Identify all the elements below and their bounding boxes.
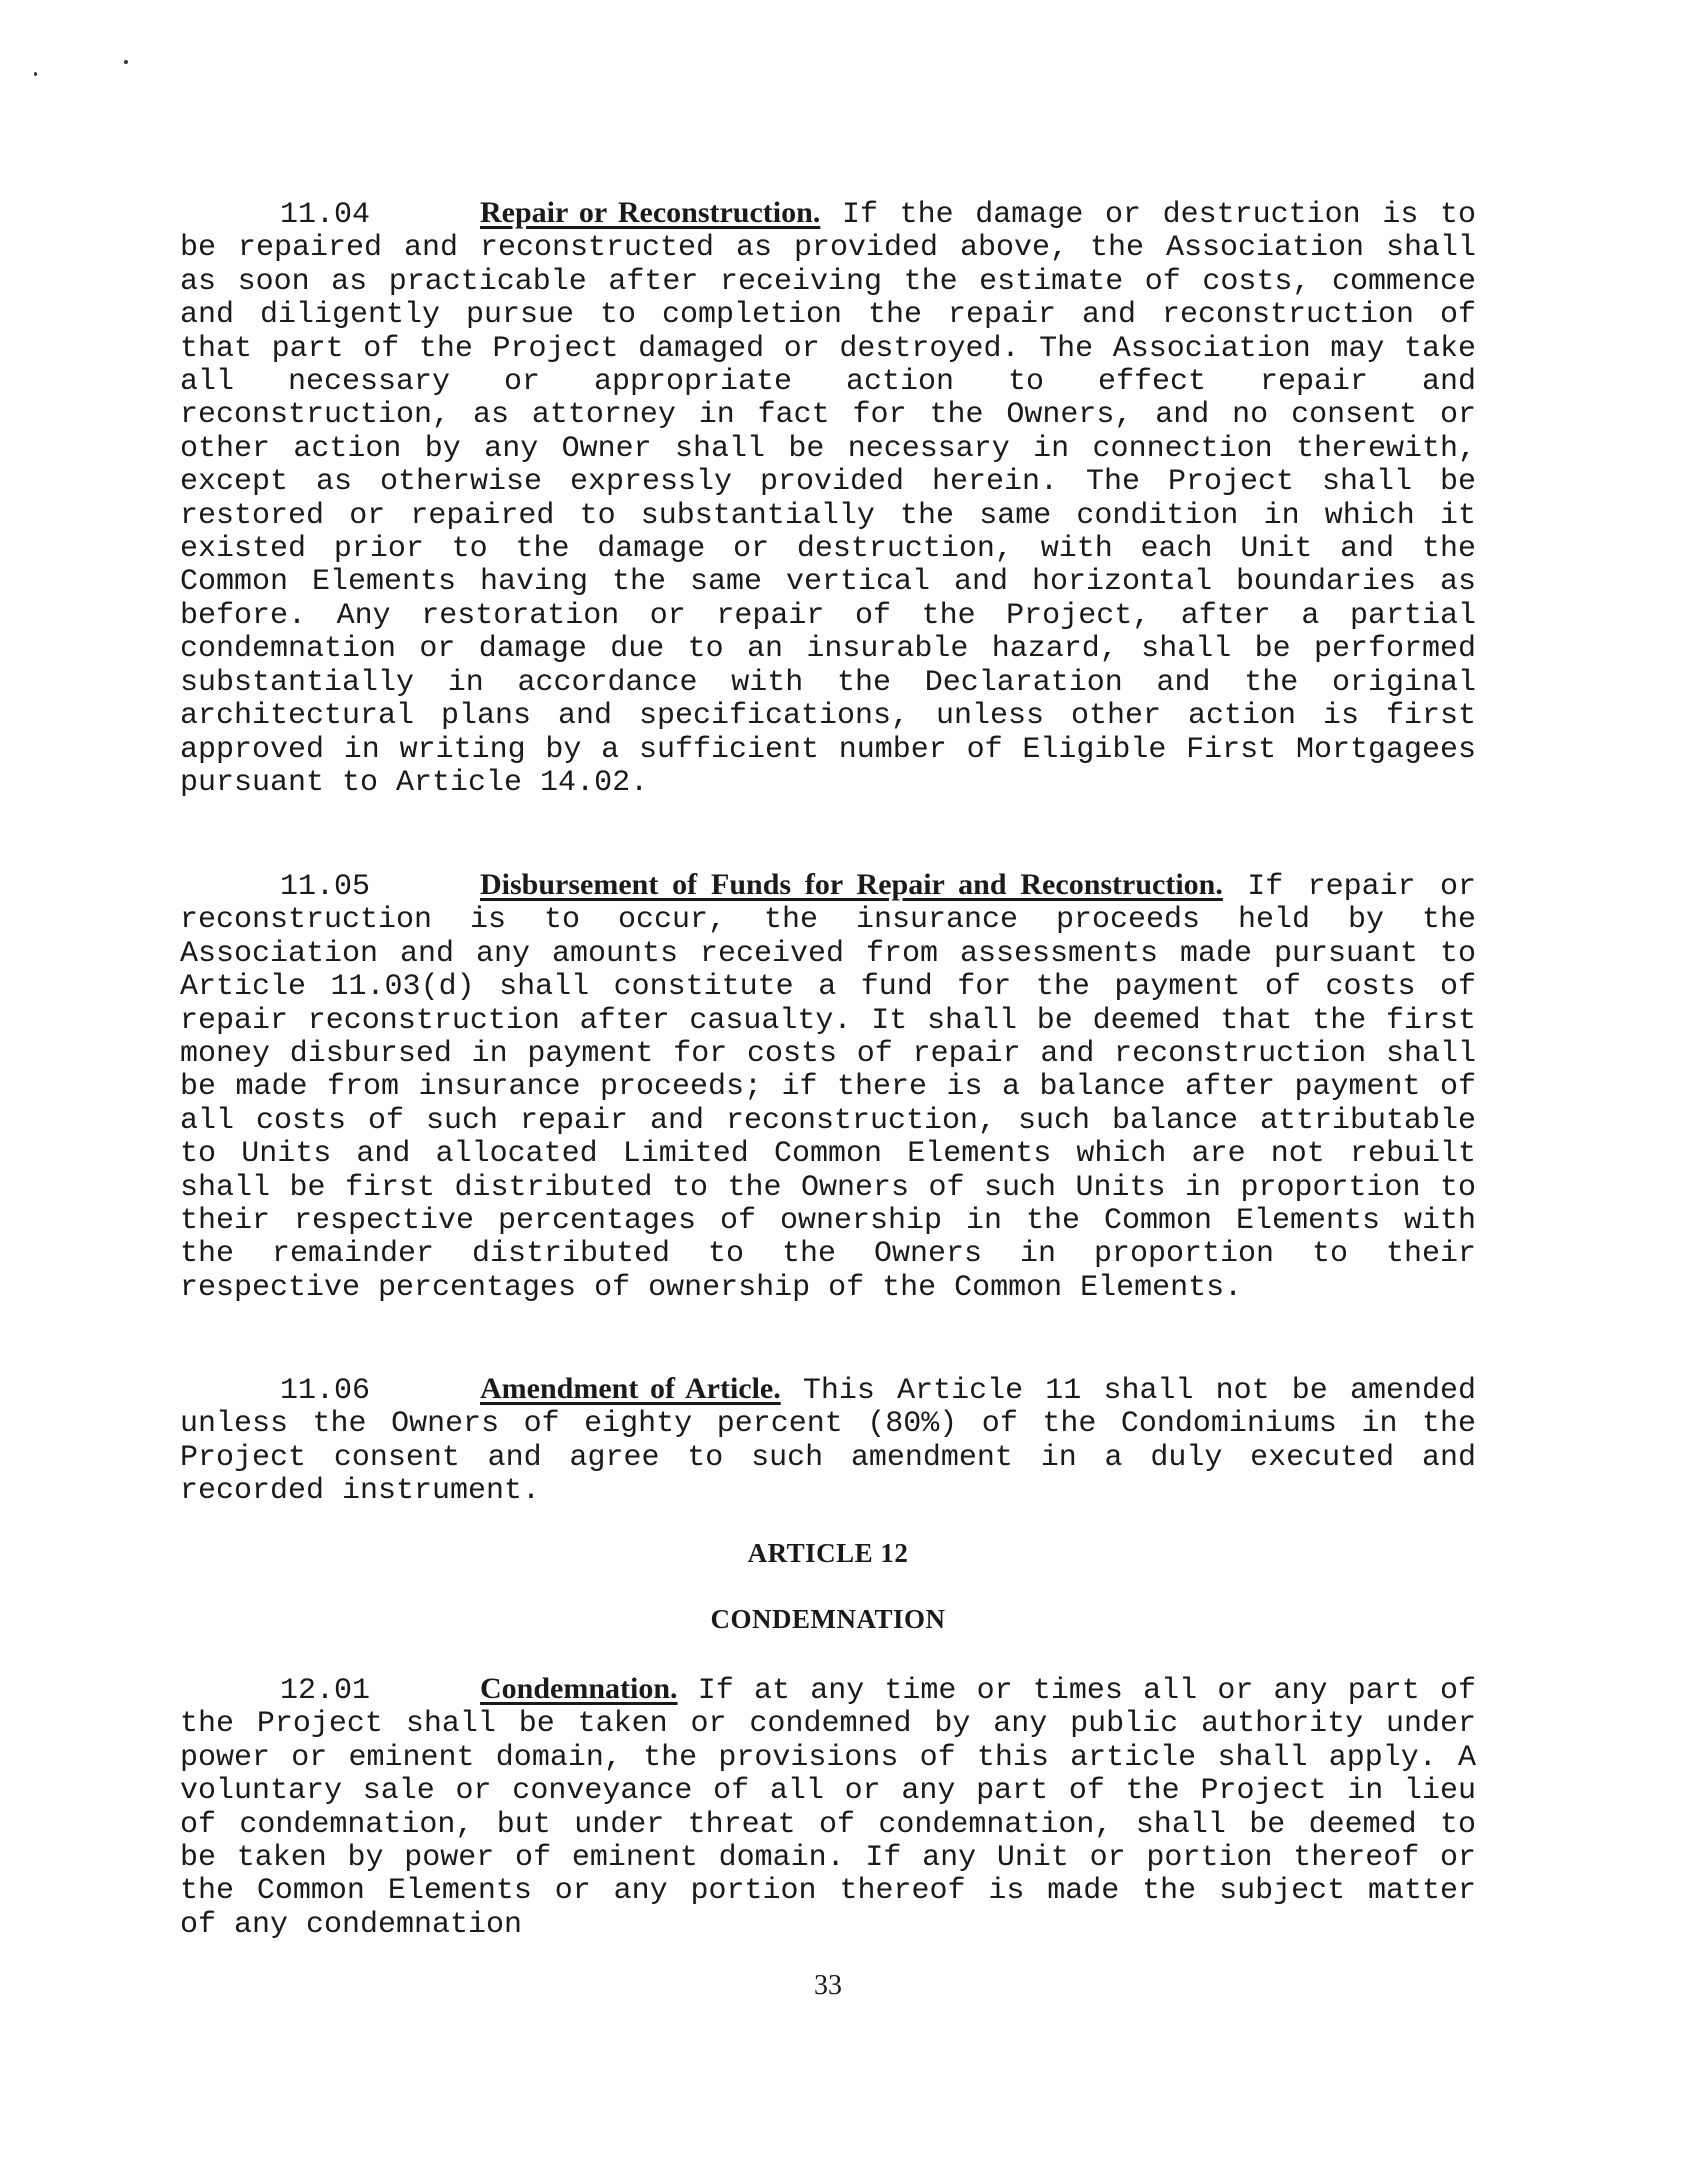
section-body: If the damage or destruction is to be repaired and reconstructed as provided above, the Association shall as soon as practicable after receiving the estimate of costs, commence and diligently pursue to completion the repair and reconstruction of that part of the Project damaged or destroyed. The Association may take all necessary or appropriate action to effect repair and reconstruction, as attorney in fact for the Owners, and no consent or other action by any Owner shall be necessary in connection therewith, except as otherwise expressly provided herein. The Project shall be restored or repaired to substantially the same condition in which it existed prior to the damage or destruction, with each Unit and the Common Elements having the same vertical and horizontal boundaries as before. Any restoration or repair of the Project, after a partial condemnation or damage due to an insurable hazard, shall be performed substantially in accordance with the Declaration and the original architectural plans and specifications, unless other action is first approved in writing by a sufficient number of Eligible First Mortgagees pursuant to Article 14.02. — [180, 198, 1476, 800]
section-heading: Repair or Reconstruction. — [480, 196, 821, 229]
section-number: 11.04 — [280, 198, 371, 232]
scan-speck — [124, 60, 128, 64]
section-12-01 — [180, 1672, 1476, 1942]
section-heading: Disbursement of Funds for Repair and Reconstruction. — [480, 868, 1223, 901]
section-number: 12.01 — [280, 1674, 371, 1708]
section-11-04 — [180, 196, 1476, 800]
section-number: 11.06 — [280, 1374, 371, 1408]
section-body: If at any time or times all or any part of the Project shall be taken or condemned by any public authority under power or eminent domain, the provisions of this article shall apply. A voluntary sale or conveyance of all or any part of the Project in lieu of condemnation, but under threat of condemnation, shall be deemed to be taken by power of eminent domain. If any Unit or portion thereof or the Common Elements or any portion thereof is made the subject matter of any condemnation — [180, 1674, 1476, 1942]
section-11-06 — [180, 1372, 1476, 1509]
section-body: If repair or reconstruction is to occur, the insurance proceeds held by the Association and any amounts received from assessments made pursuant to Article 11.03(d) shall constitute a fund for the payment of costs of repair reconstruction after casualty. It shall be deemed that the first money disbursed in payment for costs of repair and reconstruction shall be made from insurance proceeds; if there is a balance after payment of all costs of such repair and reconstruction, such balance attributable to Units and allocated Limited Common Elements which are not rebuilt shall be first distributed to the Owners of such Units in proportion to their respective percentages of ownership in the Common Elements with the remainder distributed to the Owners in proportion to their respective percentages of ownership of the Common Elements. — [180, 870, 1476, 1305]
page-number: 33 — [814, 1970, 842, 2001]
section-number: 11.05 — [280, 870, 371, 904]
article-number: ARTICLE 12 — [747, 1538, 909, 1568]
scan-speck — [34, 72, 37, 76]
article-title: CONDEMNATION — [710, 1604, 946, 1634]
section-heading: Condemnation. — [480, 1672, 678, 1705]
section-11-05 — [180, 868, 1476, 1305]
section-body: This Article 11 shall not be amended unless the Owners of eighty percent (80%) of the Condominiums in the Project consent and agree to such amendment in a duly executed and recorded instrument. — [180, 1374, 1476, 1509]
section-heading: Amendment of Article. — [480, 1372, 781, 1405]
